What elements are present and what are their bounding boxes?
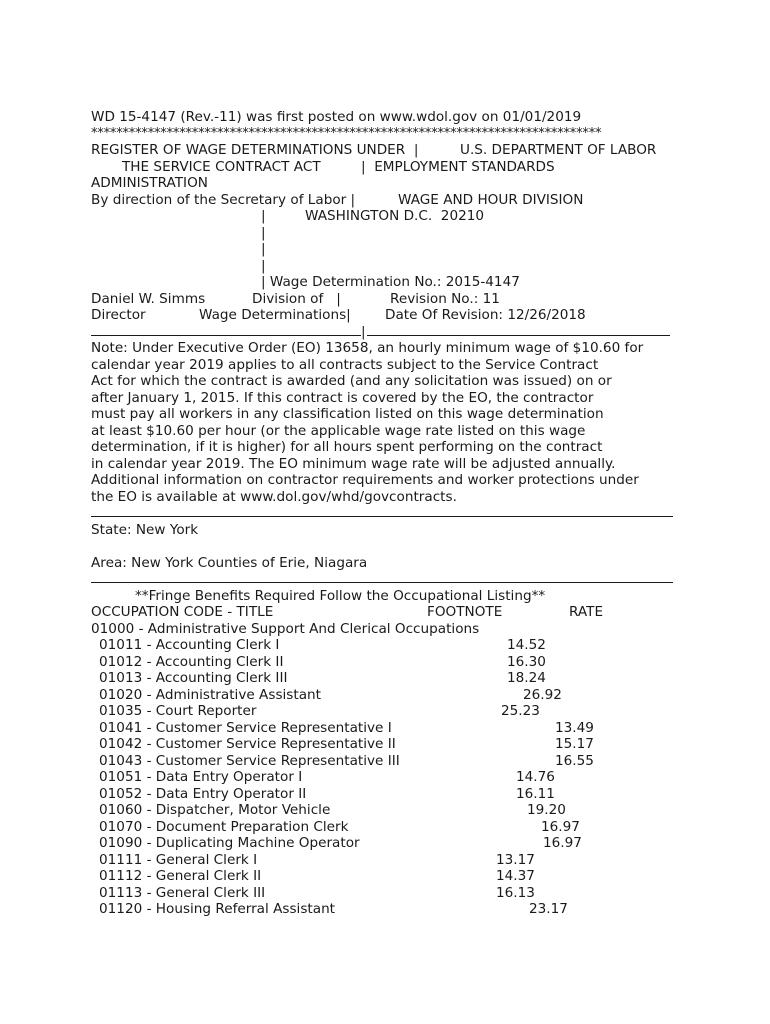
state-line: State: New York xyxy=(91,521,199,538)
note-line: Additional information on contractor requirements and worker protections under xyxy=(91,472,639,488)
occupation-row: 01020 - Administrative Assistant 26.92 xyxy=(99,686,562,703)
note-line: Note: Under Executive Order (EO) 13658, an hourly minimum wage of $10.60 for xyxy=(91,340,644,356)
occupation-row: 01042 - Customer Service Representative II 15.17 xyxy=(99,736,594,752)
register-line-2: THE SERVICE CONTRACT ACT | EMPLOYMENT STANDARDS xyxy=(122,158,555,175)
occupation-row: 01012 - Accounting Clerk II 16.30 xyxy=(99,653,546,670)
note-line: calendar year 2019 applies to all contracts subject to the Service Contract xyxy=(91,356,599,373)
section-divider xyxy=(91,505,691,522)
note-line: determination, if it is higher) for all hours spent performing on the contract xyxy=(91,439,603,455)
register-line-4: By direction of the Secretary of Labor | WAGE AND HOUR DIVISION xyxy=(91,191,584,208)
wage-determination-document xyxy=(91,109,691,918)
occupation-row: 01051 - Data Entry Operator I 14.76 xyxy=(99,769,555,785)
occupation-group-title: 01000 - Administrative Support And Clerical Occupations xyxy=(91,620,480,637)
column-header-code-title: OCCUPATION CODE - TITLE xyxy=(91,604,274,620)
posted-line: WD 15-4147 (Rev.-11) was first posted on www.wdol.gov on 01/01/2019 xyxy=(91,109,582,125)
header-rule-right xyxy=(367,335,670,336)
occupation-row: 01113 - General Clerk III 16.13 xyxy=(99,884,535,901)
occupation-row: 01011 - Accounting Clerk I 14.52 xyxy=(99,637,546,653)
note-line: Act for which the contract is awarded (and any solicitation was issued) on or xyxy=(91,373,612,389)
occupation-row: 01111 - General Clerk I 13.17 xyxy=(99,851,535,868)
bar-line: | xyxy=(261,241,266,257)
signer-line-1: Daniel W. Simms Division of | Revision No.: 11 xyxy=(91,290,500,307)
occupation-row: 01041 - Customer Service Representative I 13.49 xyxy=(99,719,594,736)
register-line-1: REGISTER OF WAGE DETERMINATIONS UNDER | U.S. DEPARTMENT OF LABOR xyxy=(91,142,657,158)
occupation-row: 01060 - Dispatcher, Motor Vehicle 19.20 xyxy=(99,802,566,818)
occupation-row: 01120 - Housing Referral Assistant 23.17 xyxy=(99,901,568,917)
register-line-3: ADMINISTRATION xyxy=(91,175,208,191)
occupation-row: 01090 - Duplicating Machine Operator 16.97 xyxy=(99,835,582,851)
column-header-rate: RATE xyxy=(569,604,604,620)
area-line: Area: New York Counties of Erie, Niagara xyxy=(91,554,368,571)
occupation-row: 01070 - Document Preparation Clerk 16.97 xyxy=(99,818,580,835)
register-line-5: | WASHINGTON D.C. 20210 xyxy=(261,208,485,224)
bar-line: | xyxy=(261,224,266,241)
note-line: at least $10.60 per hour (or the applicable wage rate listed on this wage xyxy=(91,422,586,439)
note-line: must pay all workers in any classification listed on this wage determination xyxy=(91,406,604,422)
header-rule-left xyxy=(91,335,361,336)
section-divider xyxy=(91,571,691,588)
fringe-benefits-note: **Fringe Benefits Required Follow the Occupational Listing** xyxy=(135,587,546,604)
note-line: the EO is available at www.dol.gov/whd/govcontracts. xyxy=(91,488,457,505)
occupation-row: 01052 - Data Entry Operator II 16.11 xyxy=(99,785,555,802)
column-header-footnote: FOOTNOTE xyxy=(427,604,503,620)
occupation-row: 01035 - Court Reporter 25.23 xyxy=(99,703,540,719)
occupation-row: 01013 - Accounting Clerk III 18.24 xyxy=(99,670,546,686)
signer-line-2: Director Wage Determinations| Date Of Revision: 12/26/2018 xyxy=(91,307,586,323)
note-line: after January 1, 2015. If this contract is covered by the EO, the contractor xyxy=(91,389,594,406)
wage-determination-number: | Wage Determination No.: 2015-4147 xyxy=(261,274,520,290)
column-headers xyxy=(91,604,691,621)
note-line: in calendar year 2019. The EO minimum wage rate will be adjusted annually. xyxy=(91,455,616,472)
star-divider: ********************************************************************************* xyxy=(91,125,602,141)
occupation-row: 01112 - General Clerk II 14.37 xyxy=(99,868,535,884)
bar-line: | xyxy=(261,257,266,274)
occupation-row: 01043 - Customer Service Representative III 16.55 xyxy=(99,752,594,769)
header-rule-line: | xyxy=(91,324,691,341)
